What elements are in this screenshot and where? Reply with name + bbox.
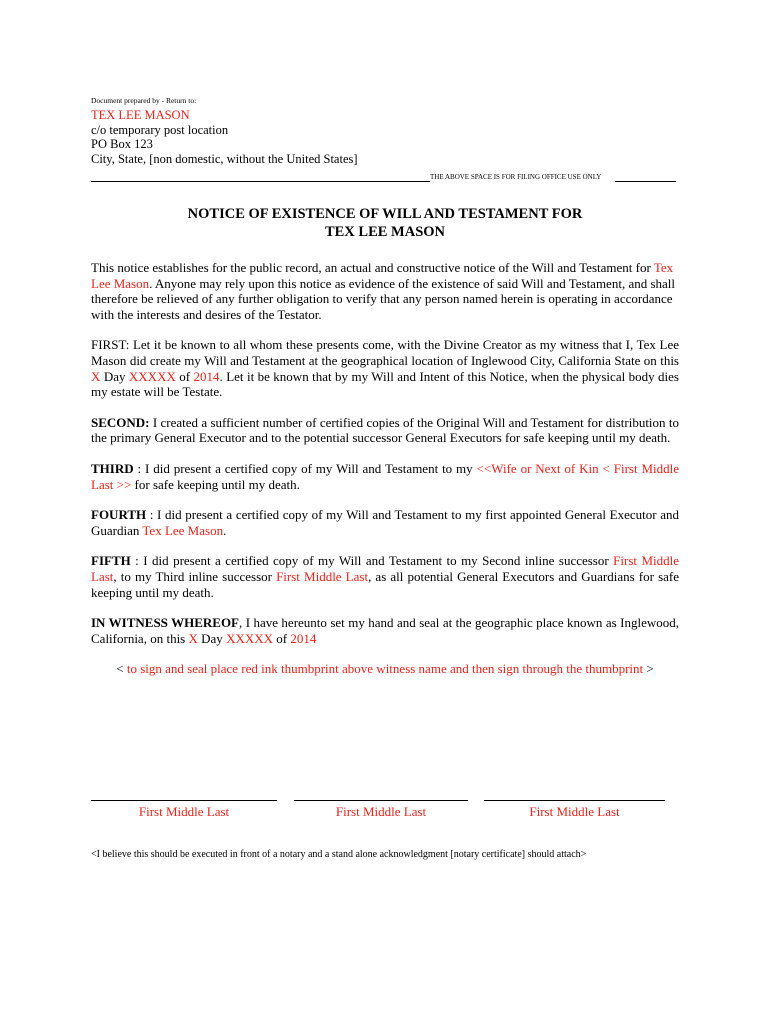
- notary-note: <I believe this should be executed in front of a notary and a stand alone acknowledgment [notary certificate] should attach>: [91, 849, 587, 860]
- witness-month: XXXXX: [226, 630, 274, 646]
- witness-text-1: , I have hereunto set my hand and seal at the geographic place known as Inglewood, California, on this: [91, 615, 679, 646]
- first-text-4: . Let it be known that by my Will and Intent of this Notice, when the physical body dies my estate will be Testate.: [91, 368, 679, 400]
- fifth-text-2: , to my Third inline successor: [113, 568, 277, 584]
- return-address-block: [91, 96, 691, 166]
- thumbprint-instruction: [91, 661, 679, 677]
- fifth-third-successor: First Middle Last: [276, 568, 369, 584]
- second-label: SECOND:: [91, 414, 150, 430]
- fourth-text-1: : I did present a certified copy of my Will and Testament to my first appointed General Executor and Guardian: [91, 507, 679, 538]
- second-paragraph: [91, 415, 679, 446]
- third-paragraph: [91, 461, 679, 492]
- second-text: I created a sufficient number of certified copies of the Original Will and Testament for distribution to the primary General Executor and to the potential successor General Executors for safe keeping until my death.: [91, 414, 679, 446]
- address-line-3: City, State, [non domestic, without the United States]: [91, 151, 358, 166]
- fourth-guardian-name: Tex Lee Mason: [142, 522, 224, 538]
- signature-block: [91, 800, 679, 824]
- signature-name-2: First Middle Last: [335, 804, 427, 819]
- divider-line-right: [615, 181, 676, 182]
- third-kin-name: <<Wife or Next of Kin < First Middle Last >>: [91, 460, 680, 492]
- witness-year: 2014: [290, 630, 317, 646]
- signature-name-3: First Middle Last: [529, 804, 620, 819]
- intro-name: Tex Lee Mason: [91, 260, 674, 291]
- first-text-2: Day: [100, 368, 129, 384]
- intro-text-1: This notice establishes for the public record, an actual and constructive notice of the Will and Testament for: [91, 260, 654, 275]
- third-text-2: for safe keeping until my death.: [131, 476, 300, 492]
- first-text-3: of: [175, 368, 194, 384]
- signature-line-2: [294, 800, 468, 801]
- thumbprint-open: <: [116, 661, 127, 677]
- prepared-by-label: Document prepared by - Return to:: [91, 96, 197, 105]
- signature-line-3: [484, 800, 665, 801]
- signature-name-1: First Middle Last: [138, 804, 230, 819]
- signature-slot-1: [91, 800, 277, 819]
- signature-line-1: [91, 800, 277, 801]
- fourth-label: FOURTH: [91, 507, 147, 523]
- witness-paragraph: [91, 615, 679, 646]
- first-year: 2014: [193, 368, 220, 384]
- fifth-paragraph: [91, 553, 679, 600]
- thumbprint-text: to sign and seal place red ink thumbprint above witness name and then sign through the thumbprint: [126, 661, 644, 677]
- first-paragraph: [91, 337, 679, 399]
- witness-text-2: Day: [197, 630, 227, 646]
- filing-office-label: THE ABOVE SPACE IS FOR FILING OFFICE USE ONLY: [430, 173, 602, 181]
- document-body: [91, 260, 679, 692]
- fifth-label: FIFTH: [91, 553, 131, 569]
- first-text-1: FIRST: Let it be known to all whom these presents come, with the Divine Creator as my witness that I, Tex Lee Mason did create my Will and Testament at the geographical location of Inglewood City, California State on this: [91, 337, 679, 368]
- document-title: [91, 205, 679, 241]
- third-label: THIRD: [91, 460, 134, 476]
- witness-text-3: of: [273, 630, 291, 646]
- witness-label: IN WITNESS WHEREOF: [91, 615, 239, 631]
- third-text-1: : I did present a certified copy of my Will and Testament to my: [133, 460, 477, 476]
- signature-slot-3: [484, 800, 665, 819]
- fifth-text-1: : I did present a certified copy of my Will and Testament to my Second inline successor: [130, 553, 614, 569]
- intro-text-2: . Anyone may rely upon this notice as evidence of the existence of said Will and Testament, and shall therefore be relieved of any further obligation to verify that any person named herein is operating in accordance with the interests and desires of the Testator.: [91, 275, 676, 322]
- fifth-second-successor: First Middle Last: [91, 553, 679, 584]
- title-line-2: TEX LEE MASON: [324, 224, 446, 240]
- address-line-1: c/o temporary post location: [91, 122, 229, 137]
- fourth-text-2: .: [223, 522, 227, 538]
- filing-office-divider: [91, 172, 676, 184]
- signature-slot-2: [294, 800, 468, 819]
- fifth-text-3: , as all potential General Executors and Guardians for safe keeping until my death.: [91, 568, 680, 600]
- return-name: TEX LEE MASON: [91, 108, 190, 122]
- fourth-paragraph: [91, 507, 679, 538]
- title-line-1: NOTICE OF EXISTENCE OF WILL AND TESTAMENT FOR: [187, 206, 583, 222]
- divider-line-left: [91, 181, 430, 182]
- thumbprint-close: >: [643, 661, 654, 677]
- intro-paragraph: [91, 260, 679, 322]
- first-month: XXXXX: [128, 368, 176, 384]
- address-line-2: PO Box 123: [91, 137, 153, 151]
- first-day: X: [91, 368, 101, 384]
- witness-day: X: [188, 630, 198, 646]
